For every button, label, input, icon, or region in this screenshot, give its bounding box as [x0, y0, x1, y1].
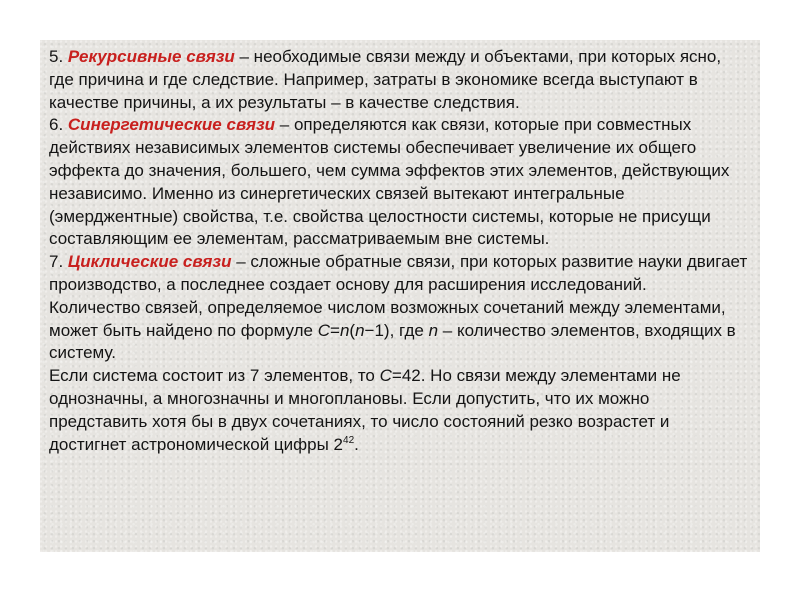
definition-text: – необходимые связи между и объектами, при которых ясно, где причина и где следствие. Например, затраты в экономике всегда выступают в качестве причины, а их результаты – в качестве следствия.: [49, 47, 722, 112]
term-recursive-links: Рекурсивные связи: [67, 47, 235, 66]
formula-explanation-text: – количество элементов, входящих в систему.: [49, 320, 736, 363]
variable-c: C: [379, 366, 392, 386]
c-value: =42: [391, 366, 421, 386]
paragraph-synergetic-links: [49, 114, 750, 251]
formula-variable-n: n: [339, 320, 350, 340]
term-synergetic-links: Синергетические связи: [67, 115, 276, 135]
paragraph-recursive-links: [49, 46, 750, 114]
formula-where-text: , где: [389, 320, 429, 340]
variable-n: n: [428, 320, 439, 340]
closing-period: .: [354, 434, 359, 454]
definition-text: – сложные обратные связи, при которых развитие науки двигает производство, а последнее создает основу для расширения исследований.: [49, 252, 748, 294]
formula-paren-open: (: [349, 320, 356, 340]
definition-text: – определяются как связи, которые при совместных действиях независимых элементов системы обеспечивает увеличение их общего эффекта до значения, большего, чем сумма эффектов этих элементов, действующих независимо. Именно из синергетических связей вытекают интегральные (эмерджентные) свойства, т.е. свойства целостности системы, которые не присущи составляющим ее элементам, рассматриваемым вне системы.: [49, 115, 730, 249]
slide-panel: [40, 40, 760, 552]
slide-text: [49, 46, 750, 456]
system-intro-text: Если система состоит из 7 элементов, то: [49, 366, 380, 386]
item-number: 5.: [49, 47, 68, 66]
item-number: 6.: [49, 115, 68, 135]
formula-minus-one: −1): [364, 320, 390, 340]
formula-equals: =: [330, 320, 340, 340]
paragraph-link-count-formula: [49, 297, 750, 365]
paragraph-system-of-seven: [49, 365, 750, 456]
paragraph-cyclic-links: [49, 251, 750, 297]
exponent-42: 42: [343, 434, 355, 446]
formula-variable-c: C: [317, 320, 330, 340]
term-cyclic-links: Циклические связи: [67, 252, 232, 272]
item-number: 7.: [49, 252, 68, 272]
system-explanation-text: . Но связи между элементами не однозначны, а многозначны и многоплановы. Если допустить, что их можно представить хотя бы в двух сочетаниях, то число состояний резко возрастет и достигнет астрономической цифры 2: [49, 366, 681, 454]
formula-variable-n: n: [355, 320, 365, 340]
formula-intro-text: Количество связей, определяемое числом возможных сочетаний между элементами, может быть найдено по формуле: [49, 297, 726, 340]
